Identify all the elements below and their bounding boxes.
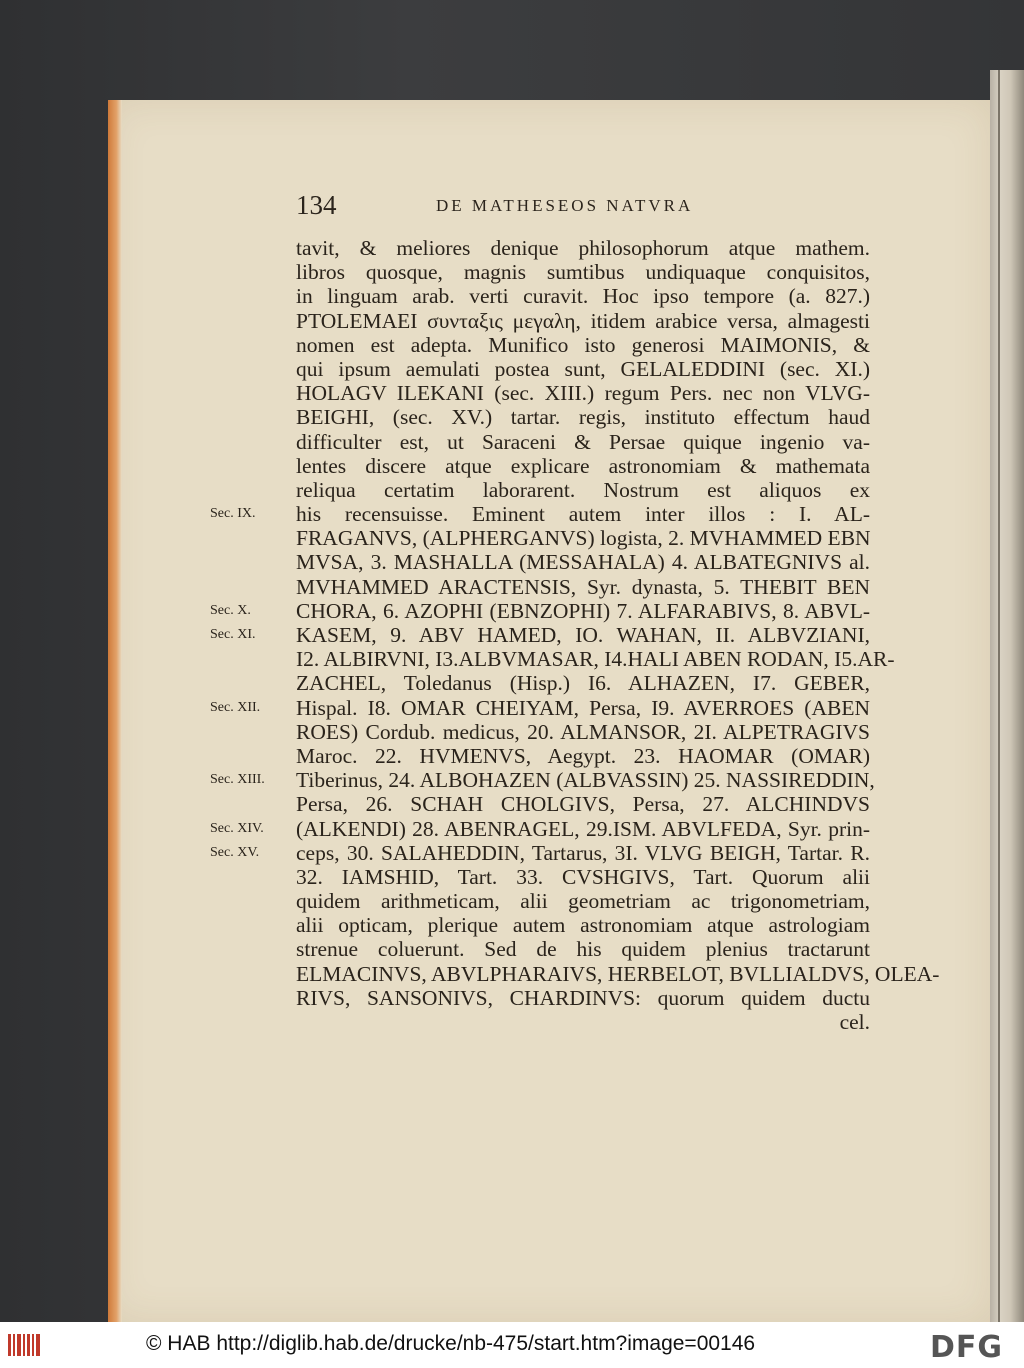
text-line: I2. ALBIRVNI, I3.ALBVMASAR, I4.HALI ABEN RODAN, I5.AR- [296,647,895,672]
footer-bar [0,1322,1024,1368]
text-line: MVHAMMED ARACTENSIS, Syr. dynasta, 5. THEBIT BEN [296,574,870,599]
dfg-logo: DFG [930,1330,1004,1365]
text-line: in linguam arab. verti curavit. Hoc ipso tempore (a. 827.) [296,284,870,309]
margin-note: Sec. XI. [210,627,256,643]
margin-note: Sec. X. [210,603,251,618]
text-line: Persa, 26. SCHAH CHOLGIVS, Persa, 27. ALCHINDVS [296,792,870,817]
text-line: reliqua certatim laborarent. Nostrum est aliquos ex [296,477,870,502]
text-line: Maroc. 22. HVMENVS, Aegypt. 23. HAOMAR (OMAR) [296,743,870,768]
text-line: ZACHEL, Toledanus (Hisp.) I6. ALHAZEN, I7. GEBER, [296,671,870,696]
text-line: qui ipsum aemulati postea sunt, GELALEDDINI (sec. XI.) [296,356,870,381]
text-line: strenue coluerunt. Sed de his quidem plenius tractarunt [296,937,870,962]
margin-note: Sec. XII. [210,699,261,715]
margin-note: Sec. XV. [210,845,260,860]
text-line: KASEM, 9. ABV HAMED, IO. WAHAN, II. ALBVZIANI, [296,623,870,647]
page-number: 134 [296,190,337,220]
text-line: difficulter est, ut Saraceni & Persae quique ingenio va- [296,429,870,454]
text-line: ELMACINVS, ABVLPHARAIVS, HERBELOT, BVLLIALDVS, OLEA- [296,961,940,986]
running-title: DE MATHESEOS NATVRA [436,196,694,215]
text-line: ROES) Cordub. medicus, 20. ALMANSOR, 2I. ALPETRAGIVS [296,719,870,744]
text-line: tavit, & meliores denique philosophorum atque mathem. [296,236,870,260]
text-line: 32. IAMSHID, Tart. 33. CVSHGIVS, Tart. Quorum alii [296,864,870,889]
text-line: HOLAGV ILEKANI (sec. XIII.) regum Pers. nec non VLVG- [296,381,870,406]
text-line: BEIGHI, (sec. XV.) tartar. regis, instituto effectum haud [296,405,870,430]
text-line: lentes discere atque explicare astronomiam & mathemata [296,453,870,478]
text-line: MVSA, 3. MASHALLA (MESSAHALA) 4. ALBATEGNIVS al. [296,550,870,575]
text-line: CHORA, 6. AZOPHI (EBNZOPHI) 7. ALFARABIVS, 8. ABVL- [296,598,870,623]
text-line: nomen est adepta. Munifico isto generosi MAIMONIS, & [296,332,870,357]
text-line: Tiberinus, 24. ALBOHAZEN (ALBVASSIN) 25. NASSIREDDIN, [296,768,875,793]
text-line: Hispal. I8. OMAR CHEIYAM, Persa, I9. AVERROES (ABEN [296,695,870,720]
text-line: alii opticam, plerique autem astronomiam atque astrologiam [296,913,870,938]
text-line: quidem arithmeticam, alii geometriam ac trigonometriam, [296,889,870,914]
margin-note: Sec. IX. [210,506,256,522]
text-line: libros quosque, magnis sumtibus undiquaque conquisitos, [296,260,870,285]
hab-barcode-logo-icon [6,1330,44,1360]
text-line: his recensuisse. Eminent autem inter illos : I. AL- [296,502,870,527]
text-line: ceps, 30. SALAHEDDIN, Tartarus, 3I. VLVG BEIGH, Tartar. R. [296,840,870,865]
text-line: (ALKENDI) 28. ABENRAGEL, 29.ISM. ABVLFEDA, Syr. prin- [296,816,870,841]
text-line: RIVS, SANSONIVS, CHARDINVS: quorum quidem ductu [296,985,870,1010]
text-line: FRAGANVS, (ALPHERGANVS) logista, 2. MVHAMMED EBN [296,526,871,551]
page-edge [108,100,122,1322]
text-line: PTOLEMAEI συνταξις μεγαλη, itidem arabice versa, almagesti [296,308,870,333]
body-text [296,236,940,1034]
margin-note: Sec. XIV. [210,820,264,836]
page-header [296,190,876,224]
adjacent-page-leaf [990,70,1024,1322]
text-line: cel. [839,1010,870,1034]
margin-note: Sec. XIII. [210,772,265,788]
footer-copyright-url: © HAB http://diglib.hab.de/drucke/nb-475/start.htm?image=00146 [146,1332,756,1355]
